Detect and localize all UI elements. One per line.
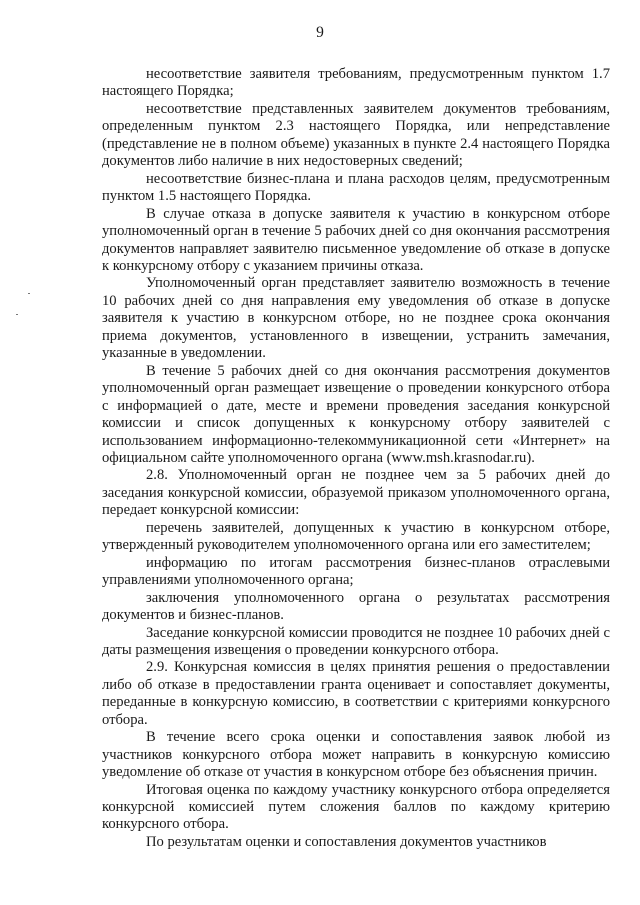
- paragraph: Итоговая оценка по каждому участнику конкурсного отбора определяется конкурсной комиссией путем сложения баллов по каждому критерию конкурсного отбора.: [102, 781, 610, 833]
- scan-speck: [16, 314, 18, 315]
- document-body: [102, 66, 610, 851]
- paragraph: 2.9. Конкурсная комиссия в целях принятия решения о предоставлении либо об отказе в предоставлении гранта оценивает и сопоставляет документы, переданные в конкурсную комиссию, в соответствии с критериями конкурсного отбора.: [102, 659, 610, 728]
- paragraph: В течение 5 рабочих дней со дня окончания рассмотрения документов уполномоченный орган размещает извещение о проведении конкурсного отбора с информацией о дате, месте и времени проведения заседания конкурсной комиссии и список допущенных к конкурсному отбору заявителей с использованием информационно-телекоммуникационной сети «Интернет» на официальном сайте уполномоченного органа (www.msh.krasnodar.ru).: [102, 362, 610, 466]
- scan-speck: [28, 293, 30, 294]
- paragraph: заключения уполномоченного органа о результатах рассмотрения документов и бизнес-планов.: [102, 589, 610, 624]
- paragraph: Уполномоченный орган представляет заявителю возможность в течение 10 рабочих дней со дня направления ему уведомления об отказе в допуске заявителя к участию в конкурсном отборе, но не позднее срока окончания приема документов, установленного в извещении, устранить замечания, указанные в уведомлении.: [102, 275, 610, 362]
- paragraph: 2.8. Уполномоченный орган не позднее чем за 5 рабочих дней до заседания конкурсной комиссии, образуемой приказом уполномоченного органа, передает конкурсной комиссии:: [102, 467, 610, 519]
- paragraph: Заседание конкурсной комиссии проводится не позднее 10 рабочих дней с даты размещения извещения о проведении конкурсного отбора.: [102, 624, 610, 658]
- paragraph: информацию по итогам рассмотрения бизнес-планов отраслевыми управлениями уполномоченного органа;: [102, 554, 610, 589]
- paragraph: несоответствие бизнес-плана и плана расходов целям, предусмотренным пунктом 1.5 настоящего Порядка.: [102, 170, 610, 205]
- paragraph: перечень заявителей, допущенных к участию в конкурсном отборе, утвержденный руководителем уполномоченного органа или его заместителем;: [102, 519, 610, 554]
- paragraph: В случае отказа в допуске заявителя к участию в конкурсном отборе уполномоченный орган в течение 5 рабочих дней со дня окончания рассмотрения документов направляет заявителю письменное уведомление об отказе в допуске к конкурсному отбору с указанием причины отказа.: [102, 205, 610, 274]
- paragraph: По результатам оценки и сопоставления документов участников: [146, 833, 547, 850]
- page-number: 9: [316, 24, 324, 41]
- paragraph: В течение всего срока оценки и сопоставления заявок любой из участников конкурсного отбора может направить в конкурсную комиссию уведомление об отказе от участия в конкурсном отборе без объяснения причин.: [102, 729, 610, 781]
- paragraph: несоответствие заявителя требованиям, предусмотренным пунктом 1.7 настоящего Порядка;: [102, 66, 610, 100]
- paragraph: несоответствие представленных заявителем документов требованиям, определенным пунктом 2.3 настоящего Порядка, или непредставление (представление не в полном объеме) указанных в пункте 2.4 настоящего Порядка документов либо наличие в них недостоверных сведений;: [102, 100, 610, 170]
